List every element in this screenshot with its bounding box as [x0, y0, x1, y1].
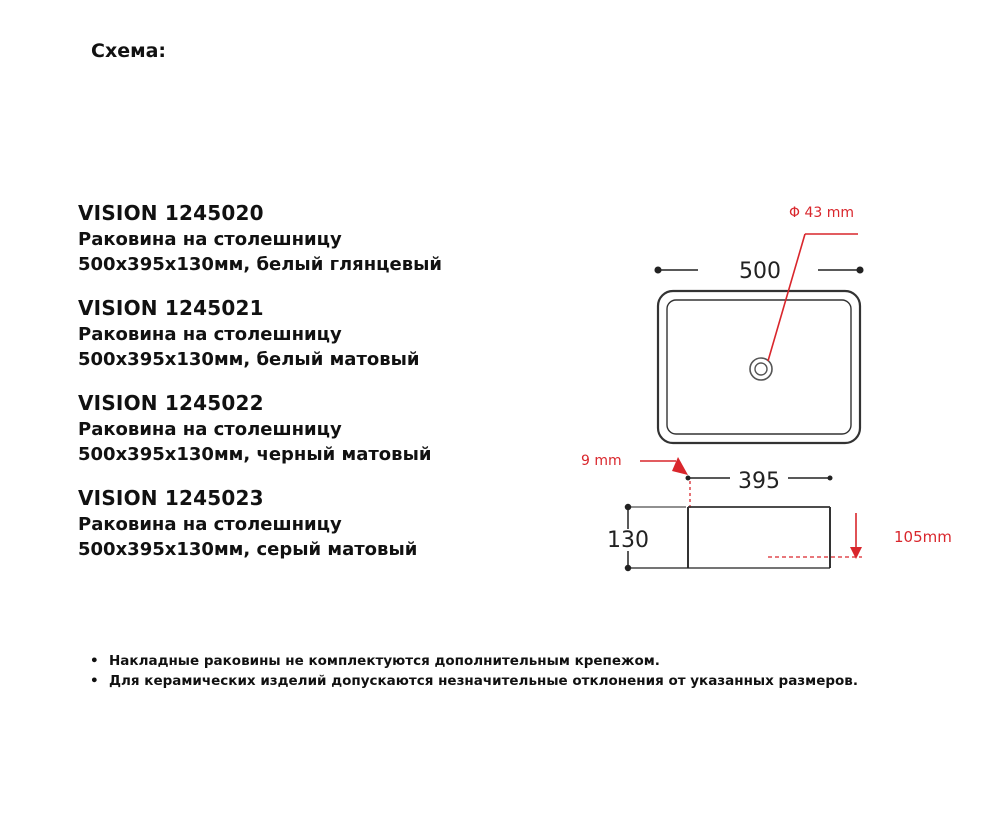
wall-thickness-label: 9 mm [581, 453, 622, 469]
height-label: 130 [607, 528, 649, 553]
product-spec: 500x395x130мм, белый глянцевый [78, 254, 442, 275]
product-model: VISION 1245020 [78, 201, 264, 225]
drain-hole-icon [750, 358, 772, 380]
sink-top-view [658, 291, 860, 443]
drain-leader [768, 234, 858, 361]
product-item [78, 390, 538, 467]
product-spec: 500x395x130мм, белый матовый [78, 349, 420, 370]
product-spec: 500x395x130мм, серый матовый [78, 539, 418, 560]
sink-side-view [688, 507, 830, 568]
depth-label: 395 [738, 469, 780, 494]
product-item [78, 485, 538, 562]
note-item: • Накладные раковины не комплектуются дополнительным крепежом. [90, 651, 858, 671]
product-item [78, 295, 538, 372]
width-label: 500 [739, 259, 781, 284]
product-type: Раковина на столешницу [78, 419, 342, 440]
page-heading: Схема: [91, 40, 167, 62]
product-item [78, 200, 538, 277]
sink-diagram [580, 195, 980, 585]
product-type: Раковина на столешницу [78, 514, 342, 535]
product-model: VISION 1245022 [78, 391, 264, 415]
notes-list [90, 651, 858, 691]
note-item: • Для керамических изделий допускаются незначительные отклонения от указанных размеров. [90, 671, 858, 691]
product-list [78, 200, 538, 580]
product-model: VISION 1245023 [78, 486, 264, 510]
drain-diameter-label: Φ 43 mm [789, 205, 855, 221]
wall-thickness-arrow-icon [640, 457, 688, 475]
inner-depth-label: 105mm [894, 528, 952, 546]
inner-depth-indicator [768, 513, 862, 559]
product-model: VISION 1245021 [78, 296, 264, 320]
product-spec: 500x395x130мм, черный матовый [78, 444, 432, 465]
product-type: Раковина на столешницу [78, 324, 342, 345]
height-dimension [626, 505, 831, 571]
product-type: Раковина на столешницу [78, 229, 342, 250]
